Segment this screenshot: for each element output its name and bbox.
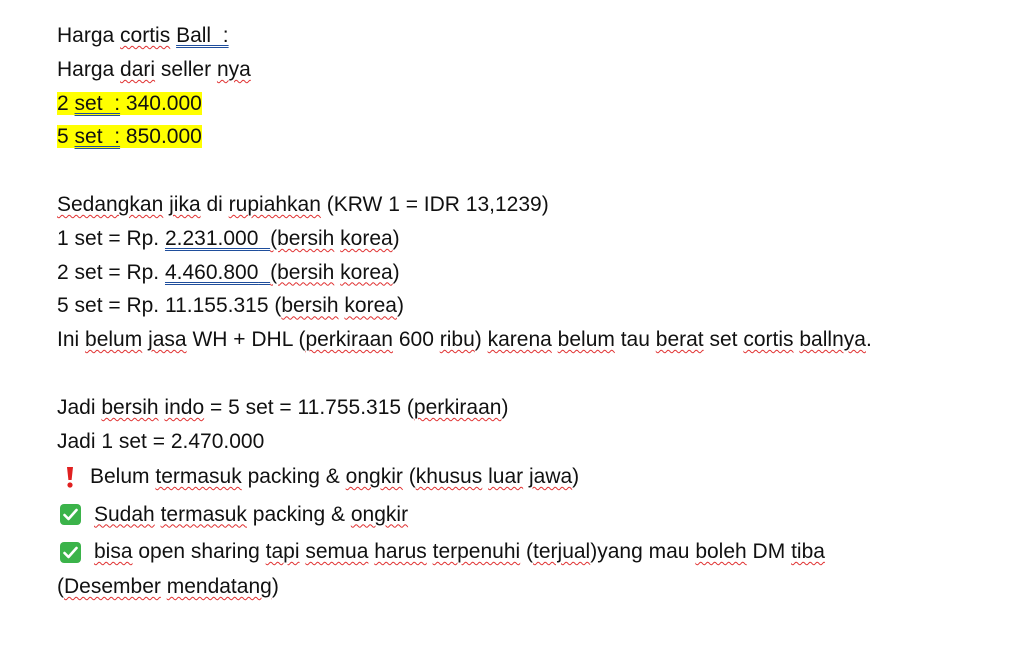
word: termasuk: [155, 465, 242, 489]
conversion-line: [57, 188, 997, 222]
word: khusus: [415, 465, 483, 489]
word: Harga: [57, 24, 115, 47]
word: ongkir: [345, 465, 403, 489]
word: set :: [74, 91, 121, 115]
word: jika: [169, 192, 201, 216]
seller-price-line: [57, 53, 997, 87]
word: ): [501, 395, 509, 419]
word: mau: [648, 540, 690, 564]
word: di: [206, 192, 223, 216]
rupiah-1-set-line: [57, 222, 997, 256]
highlighted-text: [57, 125, 202, 148]
word: (: [526, 540, 534, 564]
word: ): [271, 574, 279, 598]
word: packing &: [252, 502, 346, 526]
shipping-note-line: [57, 323, 997, 357]
word: Harga: [57, 57, 115, 81]
word: ballnya: [799, 328, 866, 352]
word: luar: [488, 465, 524, 489]
word: .: [865, 328, 872, 352]
word: perkiraan: [413, 395, 502, 419]
word: Sudah: [94, 502, 155, 526]
word: tau: [620, 328, 650, 352]
word: ): [572, 465, 580, 489]
red-exclamation-icon: [59, 465, 80, 489]
word: rupiahkan: [228, 192, 321, 216]
word: Ball :: [176, 24, 229, 47]
word: )yang: [590, 540, 643, 564]
word: (KRW 1 = IDR 13,1239): [326, 192, 549, 216]
word: bersih: [281, 294, 339, 318]
word: (bersih: [270, 260, 335, 284]
word: korea: [344, 294, 397, 318]
document-body: [57, 19, 997, 604]
word: terpenuhi: [432, 540, 521, 564]
rupiah-5-set-line: [57, 289, 997, 323]
word: ): [392, 226, 400, 250]
word: ): [474, 328, 482, 352]
word: mendatang: [166, 574, 272, 598]
word: 1 set = Rp.: [57, 226, 160, 250]
price-5-set-line: [57, 120, 997, 154]
word: open sharing: [138, 540, 260, 564]
empty-line: [57, 357, 997, 391]
word: korea: [340, 260, 393, 284]
word: = 5 set = 11.755.315 (: [209, 395, 414, 419]
word: 340.000: [125, 91, 202, 115]
word: boleh: [695, 540, 747, 564]
word: belum: [557, 328, 615, 352]
price-heading-line: [57, 19, 997, 53]
word: set :: [74, 125, 121, 149]
word: harus: [374, 540, 427, 564]
word: Ini: [57, 328, 80, 352]
word: 2: [57, 91, 69, 115]
word: set: [709, 328, 738, 352]
word: 850.000: [125, 125, 202, 149]
word: 2 set = Rp.: [57, 260, 160, 284]
highlighted-text: [57, 92, 202, 115]
price-2-set-line: [57, 87, 997, 121]
word: 5 set = Rp. 11.155.315 (: [57, 294, 282, 318]
word: belum: [85, 328, 143, 352]
word: berat: [655, 328, 704, 352]
empty-line: [57, 154, 997, 188]
word: Sedangkan: [57, 192, 164, 216]
word: nya: [216, 57, 251, 81]
word: ribu: [439, 328, 475, 352]
word: dari: [120, 57, 156, 81]
word: karena: [487, 328, 552, 352]
word: Jadi: [57, 395, 96, 419]
per-set-line: [57, 425, 997, 459]
word: packing &: [247, 465, 340, 489]
word: ongkir: [350, 502, 409, 526]
word: tapi: [265, 540, 300, 564]
word: indo: [164, 395, 205, 419]
word: 2.231.000: [164, 226, 259, 250]
note-included: [57, 496, 997, 534]
green-check-icon: [60, 504, 81, 525]
word: ): [396, 294, 404, 318]
word: ): [392, 260, 400, 284]
word: 4.460.800: [164, 260, 259, 284]
word: perkiraan: [305, 328, 393, 352]
word: jasa: [148, 328, 187, 352]
note-not-included: [57, 458, 997, 496]
note-open-sharing: [57, 533, 997, 571]
note-continuation: [57, 570, 997, 604]
word: terjual: [533, 540, 591, 564]
word: Desember: [64, 574, 161, 598]
word: bisa: [94, 540, 133, 564]
word: termasuk: [160, 502, 247, 526]
word: semua: [305, 540, 369, 564]
word: (bersih: [270, 226, 335, 250]
word: (: [408, 465, 416, 489]
word: WH + DHL (: [192, 328, 306, 352]
word: seller: [160, 57, 212, 81]
word: (: [57, 574, 64, 598]
green-check-icon: [60, 542, 81, 563]
word: DM: [752, 540, 786, 564]
word: Belum: [90, 465, 150, 489]
word: cortis: [120, 24, 171, 47]
word: Jadi 1 set = 2.470.000: [57, 429, 265, 453]
word: jawa: [528, 465, 573, 489]
word: korea: [340, 226, 393, 250]
rupiah-2-set-line: [57, 256, 997, 290]
word: tiba: [791, 540, 825, 564]
word: 600: [398, 328, 434, 352]
word: bersih: [101, 395, 159, 419]
word: cortis: [743, 328, 794, 352]
total-indo-line: [57, 391, 997, 425]
word: 5: [57, 125, 69, 149]
